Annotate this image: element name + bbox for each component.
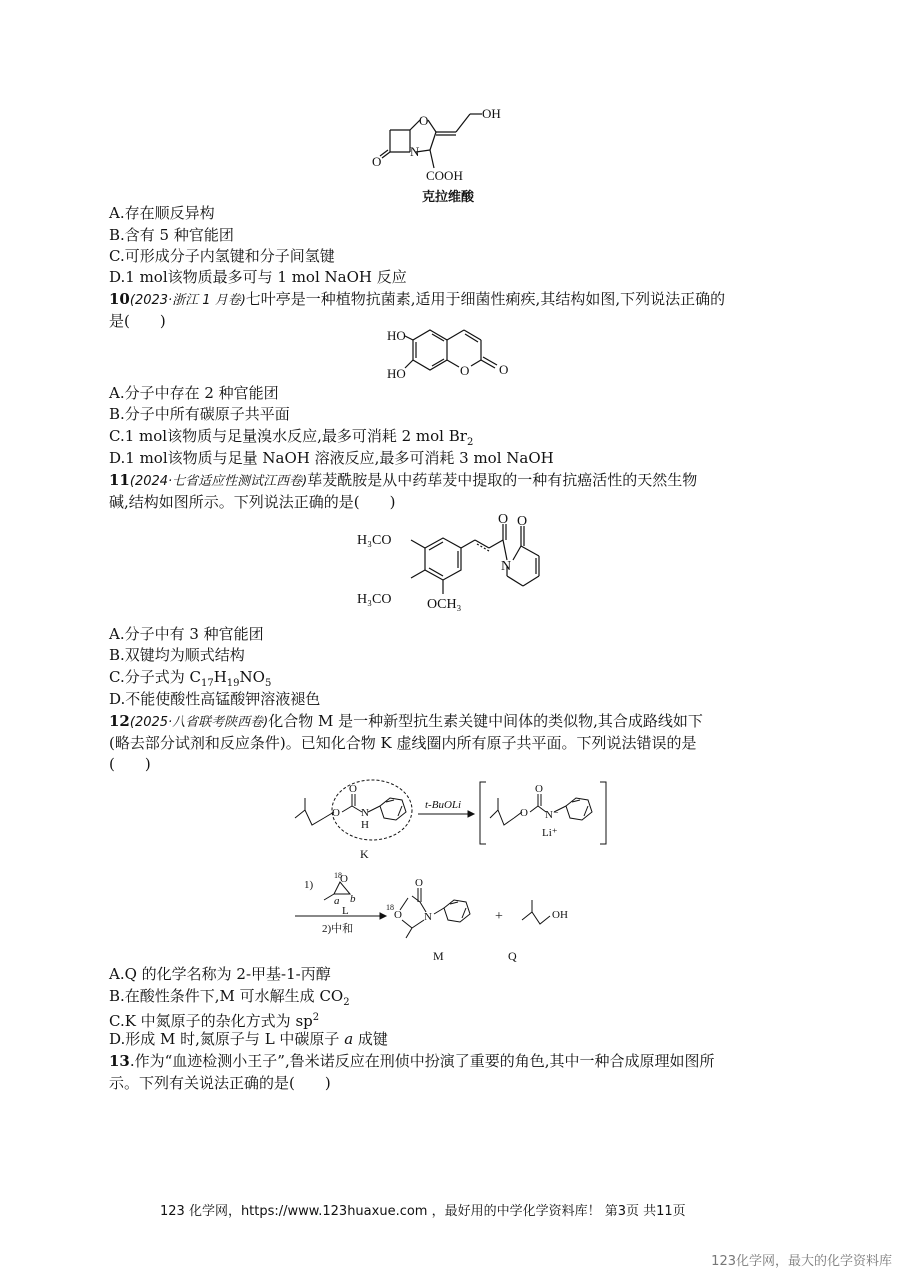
li-n-anion: N⁻	[545, 809, 559, 821]
esculetin-structure	[385, 322, 525, 388]
k-h: H	[361, 819, 369, 831]
q13-stem-line1	[109, 1051, 715, 1071]
fig11-o-lactam: O	[517, 514, 528, 529]
q12-option-b: B.在酸性条件下,M 可水解生成 $CO_2$	[109, 987, 350, 1008]
fig11-o-amide: O	[498, 512, 509, 527]
epoxide-a: a	[334, 895, 340, 907]
fig10-ring-o: O	[460, 363, 470, 378]
q12-option-d: D.形成 M 时,氮原子与 L 中碳原子 a 成键	[109, 1030, 388, 1048]
q9-option-c: C.可形成分子内氢键和分子间氢键	[109, 247, 335, 265]
label-q: Q	[508, 949, 517, 963]
label-l: L	[342, 905, 349, 917]
q11-option-a: A.分子中有 3 种官能团	[109, 625, 264, 643]
step-2-label: 2)中和	[322, 923, 354, 935]
q12-option-a: A.Q 的化学名称为 2-甲基-1-丙醇	[109, 965, 331, 983]
q10-stem-line2: 是( )	[109, 312, 166, 330]
epoxide-18: 18	[334, 871, 342, 880]
clavulanic-acid-structure	[372, 100, 532, 190]
q13-number: 13	[109, 1052, 130, 1070]
fig9-oh: OH	[482, 106, 501, 121]
q11-option-d: D.不能使酸性高锰酸钾溶液褪色	[109, 690, 321, 708]
q11-number: 11	[109, 471, 130, 489]
fig11-h3co-top: H₃CO	[357, 533, 392, 548]
q12-number: 12	[109, 712, 130, 730]
q11-stem-line2: 碱,结构如图所示。下列说法正确的是( )	[109, 493, 396, 511]
fig11-n: N	[501, 559, 512, 574]
m-ring-o: O	[394, 909, 402, 921]
fig9-ring-o: O	[419, 113, 429, 128]
q-oh: OH	[552, 909, 568, 921]
q10-option-c: C.1 mol该物质与足量溴水反应,最多可消耗 2 mol $Br_2$	[109, 427, 474, 448]
label-m: M	[433, 949, 444, 963]
piperlongumine-structure	[355, 510, 565, 625]
step-1-label: 1)	[304, 879, 314, 891]
k-n: N	[361, 807, 369, 819]
q9-option-b: B.含有 5 种官能团	[109, 226, 234, 244]
fig10-ho-bottom: HO	[387, 366, 406, 381]
m-n: N	[424, 911, 432, 923]
m-carbonyl-o: O	[415, 877, 423, 889]
li-carbonyl-o: O	[535, 783, 543, 795]
q12-stem1: 化合物 M 是一种新型抗生素关键中间体的类似物,其合成路线如下	[268, 712, 703, 730]
q13-stem1: .作为“血迹检测小王子”,鲁米诺反应在刑侦中扮演了重要的角色,其中一种合成原理如图所	[129, 1052, 715, 1070]
fig9-lactam-o: O	[372, 154, 382, 169]
li-cation: Li⁺	[542, 827, 558, 839]
fig11-h3co-bottom: H₃CO	[357, 592, 392, 607]
q10-option-d: D.1 mol该物质与足量 NaOH 溶液反应,最多可消耗 3 mol NaOH	[109, 449, 554, 467]
q11-stem1: 荜茇酰胺是从中药荜茇中提取的一种有抗癌活性的天然生物	[307, 471, 698, 489]
fig9-ring-n: N	[410, 144, 420, 159]
reagent-tbuoli: t-BuOLi	[425, 799, 462, 811]
fig10-carbonyl-o: O	[499, 362, 509, 377]
q12-stem-line3: ( )	[109, 755, 151, 773]
q10-number: 10	[109, 290, 130, 308]
q11-option-c: C.分子式为 $C_{17}H_{19}NO_5$	[109, 668, 272, 689]
site-watermark: 123化学网，最大的化学资料库	[711, 1254, 892, 1269]
q12-source: (2025·八省联考陕西卷)	[129, 715, 269, 730]
q10-source: (2023·浙江 1 月卷)	[129, 293, 246, 308]
li-ester-o: O	[520, 807, 528, 819]
q12-stem-line1	[109, 711, 703, 733]
fig10-ho-top: HO	[387, 328, 406, 343]
q11-stem-line1	[109, 470, 697, 492]
epoxide-o: O	[340, 873, 348, 885]
q12-stem-line2: (略去部分试剂和反应条件)。已知化合物 K 虚线圈内所有原子共平面。下列说法错误的是	[109, 734, 697, 752]
plus-sign: +	[495, 909, 503, 924]
fig11-och3: OCH₃	[427, 597, 462, 612]
label-k: K	[360, 847, 369, 861]
q10-stem1: 七叶亭是一种植物抗菌素,适用于细菌性痢疾,其结构如图,下列说法正确的	[245, 290, 726, 308]
k-carbonyl-o: O	[349, 783, 357, 795]
fig9-caption: 克拉维酸	[422, 190, 475, 205]
k-ester-o: O	[332, 807, 340, 819]
q10-stem-line1	[109, 289, 725, 311]
epoxide-b: b	[350, 893, 356, 905]
q9-option-a: A.存在顺反异构	[109, 204, 215, 222]
q9-option-d: D.1 mol该物质最多可与 1 mol NaOH 反应	[109, 268, 407, 286]
page-footer: 123 化学网，https://www.123huaxue.com ，最好用的中学化学资料库！ 第3页 共11页	[160, 1204, 686, 1219]
q10-option-b: B.分子中所有碳原子共平面	[109, 405, 290, 423]
fig9-cooh: COOH	[426, 168, 463, 183]
q10-option-a: A.分子中存在 2 种官能团	[109, 384, 279, 402]
m-18: 18	[386, 903, 394, 912]
q13-stem-line2: 示。下列有关说法正确的是( )	[109, 1074, 331, 1092]
q11-option-b: B.双键均为顺式结构	[109, 646, 245, 664]
q12-reaction-scheme	[290, 770, 620, 970]
q11-source: (2024·七省适应性测试江西卷)	[129, 474, 308, 489]
q12-option-c: C.K 中氮原子的杂化方式为 $sp^2$	[109, 1012, 320, 1030]
